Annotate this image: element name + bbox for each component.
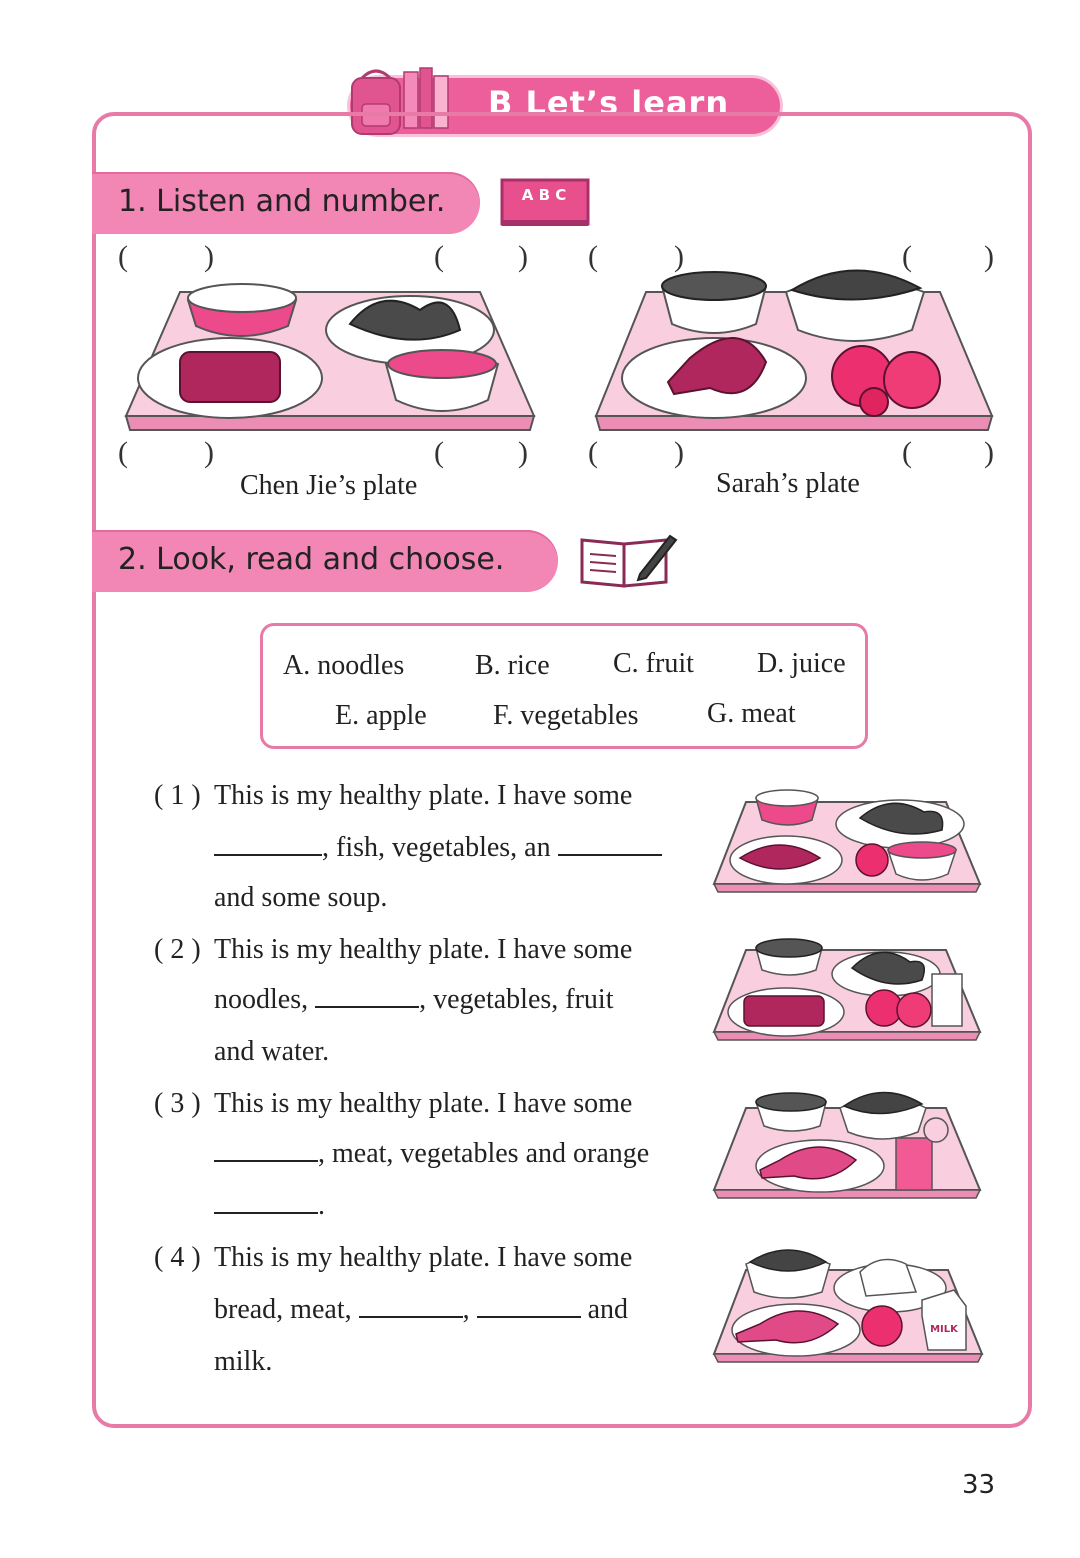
plate-1-image bbox=[710, 788, 984, 896]
paren-open: ( bbox=[588, 240, 598, 273]
paren-close: ) bbox=[518, 436, 528, 469]
paren-close: ) bbox=[204, 436, 214, 469]
word-bank bbox=[260, 623, 868, 749]
paren-close: ) bbox=[674, 436, 684, 469]
question-text: This is my healthy plate. I have some bbox=[214, 1242, 633, 1273]
question-text: and water. bbox=[214, 1036, 330, 1067]
paren-open: ( bbox=[902, 240, 912, 273]
sarah-plate-image bbox=[590, 266, 998, 436]
page-number: 33 bbox=[962, 1470, 996, 1500]
section1-tab bbox=[92, 172, 480, 234]
question-line bbox=[214, 1138, 649, 1170]
paren-open: ( bbox=[118, 240, 128, 273]
word-option: B. rice bbox=[475, 650, 550, 681]
paren-close: ) bbox=[984, 240, 994, 273]
question-number: ( 2 ) bbox=[154, 934, 201, 965]
word-option: C. fruit bbox=[613, 648, 694, 679]
section2-title: 2. Look, read and choose. bbox=[118, 542, 505, 577]
question-text: and some soup. bbox=[214, 882, 388, 913]
answer-blank[interactable] bbox=[359, 1294, 463, 1318]
word-option: G. meat bbox=[707, 698, 796, 729]
paren-close: ) bbox=[984, 436, 994, 469]
question-text: milk. bbox=[214, 1346, 273, 1377]
milk-carton-label: MILK bbox=[930, 1324, 958, 1335]
paren-open: ( bbox=[118, 436, 128, 469]
abc-label: A B C bbox=[521, 186, 567, 204]
question-line bbox=[214, 832, 662, 864]
section2-tab bbox=[92, 530, 558, 592]
answer-blank[interactable] bbox=[477, 1294, 581, 1318]
question-number: ( 1 ) bbox=[154, 780, 201, 811]
question-line bbox=[214, 984, 613, 1016]
word-option: A. noodles bbox=[283, 650, 405, 681]
question-text: and bbox=[587, 1294, 629, 1325]
paren-close: ) bbox=[518, 240, 528, 273]
question-number: ( 3 ) bbox=[154, 1088, 201, 1119]
word-option: D. juice bbox=[757, 648, 846, 679]
question-text: This is my healthy plate. I have some bbox=[214, 780, 633, 811]
answer-blank[interactable] bbox=[214, 832, 322, 856]
section1-title: 1. Listen and number. bbox=[118, 184, 446, 219]
abc-board-icon bbox=[500, 178, 592, 228]
book-pencil-icon bbox=[578, 530, 678, 590]
section-title: B Let’s learn bbox=[488, 84, 730, 122]
plate-2-image bbox=[710, 934, 984, 1044]
plate-caption: Sarah’s plate bbox=[716, 468, 860, 499]
question-line bbox=[214, 1190, 325, 1222]
paren-open: ( bbox=[902, 436, 912, 469]
question-text: , vegetables, fruit bbox=[419, 984, 614, 1015]
plate-4-image bbox=[710, 1246, 986, 1370]
chen-jie-plate-image bbox=[120, 280, 540, 440]
question-text: bread, meat, bbox=[214, 1294, 352, 1325]
answer-blank[interactable] bbox=[315, 984, 419, 1008]
paren-open: ( bbox=[434, 436, 444, 469]
question-line bbox=[214, 1294, 628, 1326]
question-text: This is my healthy plate. I have some bbox=[214, 934, 633, 965]
question-text: , fish, vegetables, an bbox=[322, 832, 551, 863]
question-number: ( 4 ) bbox=[154, 1242, 201, 1273]
question-text: , meat, vegetables and orange bbox=[318, 1138, 650, 1169]
answer-blank[interactable] bbox=[214, 1138, 318, 1162]
question-text: This is my healthy plate. I have some bbox=[214, 1088, 633, 1119]
answer-blank[interactable] bbox=[214, 1190, 318, 1214]
paren-close: ) bbox=[674, 240, 684, 273]
plate-caption: Chen Jie’s plate bbox=[240, 470, 418, 501]
answer-blank[interactable] bbox=[558, 832, 662, 856]
paren-close: ) bbox=[204, 240, 214, 273]
plate-3-image bbox=[710, 1086, 984, 1206]
question-text: noodles, bbox=[214, 984, 309, 1015]
paren-open: ( bbox=[588, 436, 598, 469]
paren-open: ( bbox=[434, 240, 444, 273]
question-text: . bbox=[318, 1190, 325, 1221]
word-option: E. apple bbox=[335, 700, 427, 731]
question-text: , bbox=[462, 1294, 470, 1325]
word-option: F. vegetables bbox=[493, 700, 639, 731]
